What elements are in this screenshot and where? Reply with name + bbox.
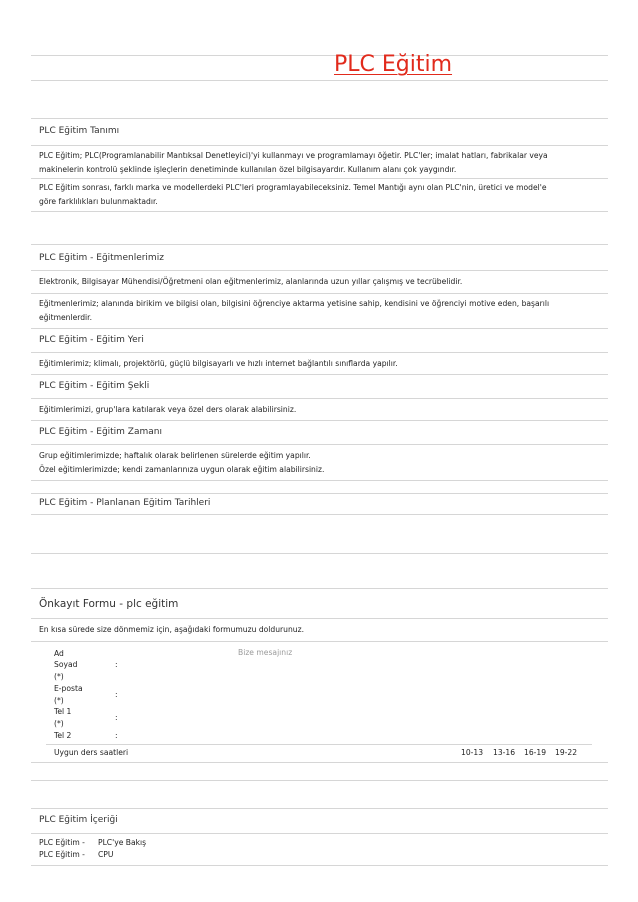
hours-option[interactable]: 19-22 [555,748,578,757]
divider [31,618,608,619]
form-intro: En kısa sürede size dönmemiz için, aşağıdaki formumuzu doldurunuz. [39,625,304,634]
divider [31,374,608,375]
tanim-paragraph-1 [39,149,548,177]
divider [31,762,608,763]
text-line: Özel eğitimlerimizde; kendi zamanlarınıza uygun olarak eğitim alabilirsiniz. [39,465,325,474]
text-line: makinelerin kontrolü şeklinde işleçlerin denetiminde kullanılan özel bilgisayardır. Kullanım alanı çok yaygındır. [39,165,457,174]
divider [31,780,608,781]
divider [31,80,608,81]
divider [31,352,608,353]
divider [31,553,608,554]
required-marker: (*) [54,696,64,705]
colon: : [115,660,118,669]
colon: : [115,690,118,699]
tel1-label: Tel 1 [54,707,72,716]
tel2-label: Tel 2 [54,731,72,740]
egitmen-paragraph-1: Elektronik, Bilgisayar Mühendisi/Öğretmeni olan eğitmenlerimiz, alanlarında uzun yıllar çalışmış ve tecrübelidir. [39,277,463,286]
eposta-label: E-posta [54,684,83,693]
divider [31,55,608,56]
divider [31,420,608,421]
content-prefix: PLC Eğitim - [39,850,85,859]
hours-option[interactable]: 16-19 [524,748,547,757]
divider [31,808,608,809]
divider [31,244,608,245]
text-line: Grup eğitimlerimizde; haftalık olarak belirlenen sürelerde eğitim yapılır. [39,451,311,460]
section-heading-tanim: PLC Eğitim Tanımı [39,126,120,136]
content-prefix: PLC Eğitim - [39,838,85,847]
divider [31,270,608,271]
page-title-link[interactable]: PLC Eğitim [334,52,453,77]
divider [31,118,608,119]
hours-option[interactable]: 13-16 [493,748,516,757]
colon: : [115,731,118,740]
divider [31,588,608,589]
text-line: PLC Eğitim; PLC(Programlanabilir Mantıksal Denetleyici)'yi kullanmayı ve programlamayı öğetir. PLC'ler; imalat hatları, fabrikalar veya [39,151,548,160]
soyad-label: Soyad [54,660,78,669]
divider [31,444,608,445]
content-link[interactable]: CPU [98,850,114,859]
section-heading-sekil: PLC Eğitim - Eğitim Şekli [39,381,150,391]
zaman-paragraph [39,449,324,477]
divider [31,493,608,494]
hours-label: Uygun ders saatleri [54,748,129,757]
required-marker: (*) [54,672,64,681]
egitmen-paragraph-2 [39,297,549,325]
section-heading-yer: PLC Eğitim - Eğitim Yeri [39,335,144,345]
divider [31,211,608,212]
divider [31,178,608,179]
section-heading-tarihler: PLC Eğitim - Planlanan Eğitim Tarihleri [39,498,211,508]
text-line: eğitmenlerdir. [39,313,92,322]
divider [46,744,592,745]
divider [31,293,608,294]
hours-option[interactable]: 10-13 [461,748,484,757]
content-link[interactable]: PLC'ye Bakış [98,838,147,847]
divider [31,328,608,329]
tanim-paragraph-2 [39,181,547,209]
divider [31,865,608,866]
text-line: PLC Eğitim sonrası, farklı marka ve modellerdeki PLC'leri programlayabileceksiniz. Temel Mantığı aynı olan PLC'nin, üretici ve model'e [39,183,547,192]
text-line: Eğitmenlerimiz; alanında birikim ve bilgisi olan, bilgisini öğrenciye aktarma yetisine sahip, kendisini ve öğrenciyi motive eden, başarılı [39,299,550,308]
sekil-paragraph: Eğitimlerimizi, grup'lara katılarak veya özel ders olarak alabilirsiniz. [39,405,297,414]
text-line: göre farklılıkları bulunmaktadır. [39,197,158,206]
divider [31,833,608,834]
colon: : [115,713,118,722]
required-marker: (*) [54,719,64,728]
section-heading-icerik: PLC Eğitim İçeriği [39,815,118,825]
message-textarea[interactable]: Bize mesajınız [238,648,293,657]
form-heading: Önkayıt Formu - plc eğitim [39,598,179,610]
section-heading-egitmen: PLC Eğitim - Eğitmenlerimiz [39,253,164,263]
divider [31,145,608,146]
divider [31,480,608,481]
section-heading-zaman: PLC Eğitim - Eğitim Zamanı [39,427,162,437]
divider [31,514,608,515]
ad-label: Ad [54,649,64,658]
yer-paragraph: Eğitimlerimiz; klimalı, projektörlü, güçlü bilgisayarlı ve hızlı internet bağlantılı sınıflarda yapılır. [39,359,398,368]
divider [31,398,608,399]
divider [31,641,608,642]
